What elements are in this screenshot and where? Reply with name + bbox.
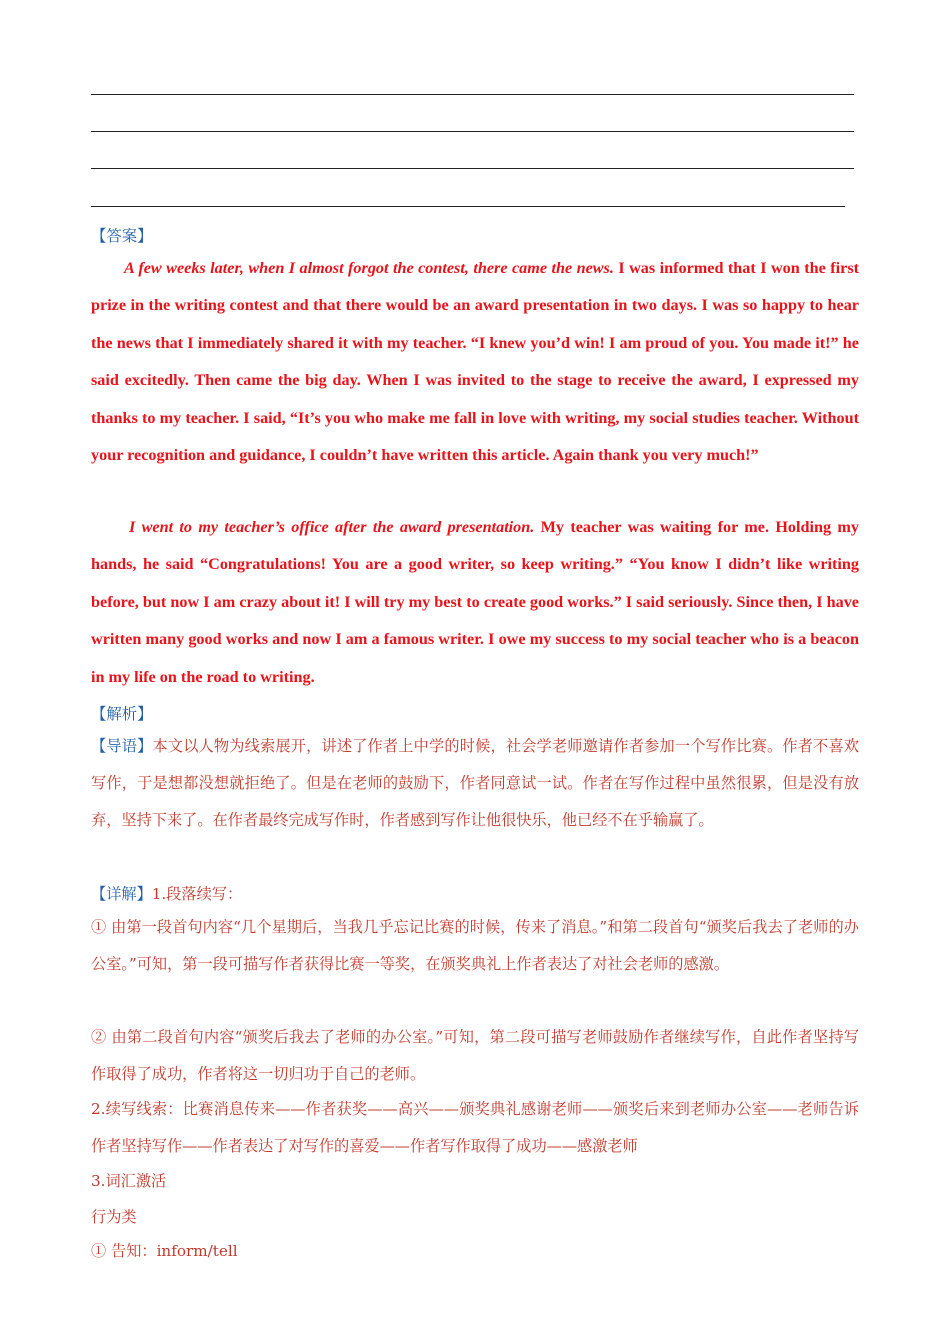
paragraph-1-body: I was informed that I won the first prize in the writing contest and that there would be an award presentation in two days. I was so happy to hear the news that I immediately shared it with my teacher. “I knew you’d win! I am proud of you. You made it!” he said excitedly. Then came the big day. When I was invited to the stage to receive the award, I expressed my thanks to my teacher. I said, “It’s you who make me fall in love with writing, my social studies teacher. Without your recognition and guidance, I couldn’t have written this article. Again thank you very much!” [91,259,860,465]
answer-line-1 [91,94,854,95]
guide-tag: 【导语】 [91,737,153,755]
detail-tag: 【详解】 [91,885,152,903]
detail-point-1 [91,909,859,983]
detail-point-2 [91,1019,859,1093]
vocab-item-1: ① 告知：inform/tell [91,1242,238,1260]
answer-line-4 [91,206,845,207]
guide-section [91,728,859,839]
vocab-category: 行为类 [91,1208,137,1226]
paragraph-2-body: My teacher was waiting for me. Holding my hands, he said “Congratulations! You are a good writer, so keep writing.” “You know I didn’t like writing before, but now I am crazy about it! I will try my best to create good works.” I said seriously. Since then, I have written many good works and now I am a famous writer. I owe my success to my social teacher who is a beacon in my life on the road to writing. [91,518,859,686]
analysis-label: 【解析】 [91,705,153,723]
answer-line-3 [91,168,854,169]
vocab-heading: 3.词汇激活 [91,1172,167,1190]
answer-paragraph-1 [91,250,859,474]
answer-line-2 [91,131,854,132]
clue-text: 2.续写线索：比赛消息传来——作者获奖——高兴——颁奖典礼感谢老师——颁奖后来到老师办公室——老师告诉作者坚持写作——作者表达了对写作的喜爱——作者写作取得了成功——感激老师 [91,1100,859,1155]
paragraph-1-opening: A few weeks later, when I almost forgot the contest, there came the news. [124,259,614,277]
clue-section [91,1091,859,1165]
detail-heading [91,883,859,904]
detail-point-1-text: ① 由第一段首句内容“几个星期后，当我几乎忘记比赛的时候，传来了消息。”和第二段首句“颁奖后我去了老师的办公室。”可知，第一段可描写作者获得比赛一等奖，在颁奖典礼上作者表达了对社会老师的感激。 [91,918,859,973]
answer-label: 【答案】 [91,227,153,245]
guide-text: 本文以人物为线索展开，讲述了作者上中学的时候，社会学老师邀请作者参加一个写作比赛。作者不喜欢写作，于是想都没想就拒绝了。但是在老师的鼓励下，作者同意试一试。作者在写作过程中虽然很累，但是没有放弃，坚持下来了。在作者最终完成写作时，作者感到写作让他很快乐，他已经不在乎输赢了。 [91,737,860,829]
answer-paragraph-2 [91,509,859,696]
detail-point-2-text: ② 由第二段首句内容“颁奖后我去了老师的办公室。”可知，第二段可描写老师鼓励作者继续写作，自此作者坚持写作取得了成功，作者将这一切归功于自己的老师。 [91,1028,859,1083]
detail-heading-text: 1.段落续写： [151,885,243,903]
paragraph-2-opening: I went to my teacher’s office after the award presentation. [129,518,535,536]
